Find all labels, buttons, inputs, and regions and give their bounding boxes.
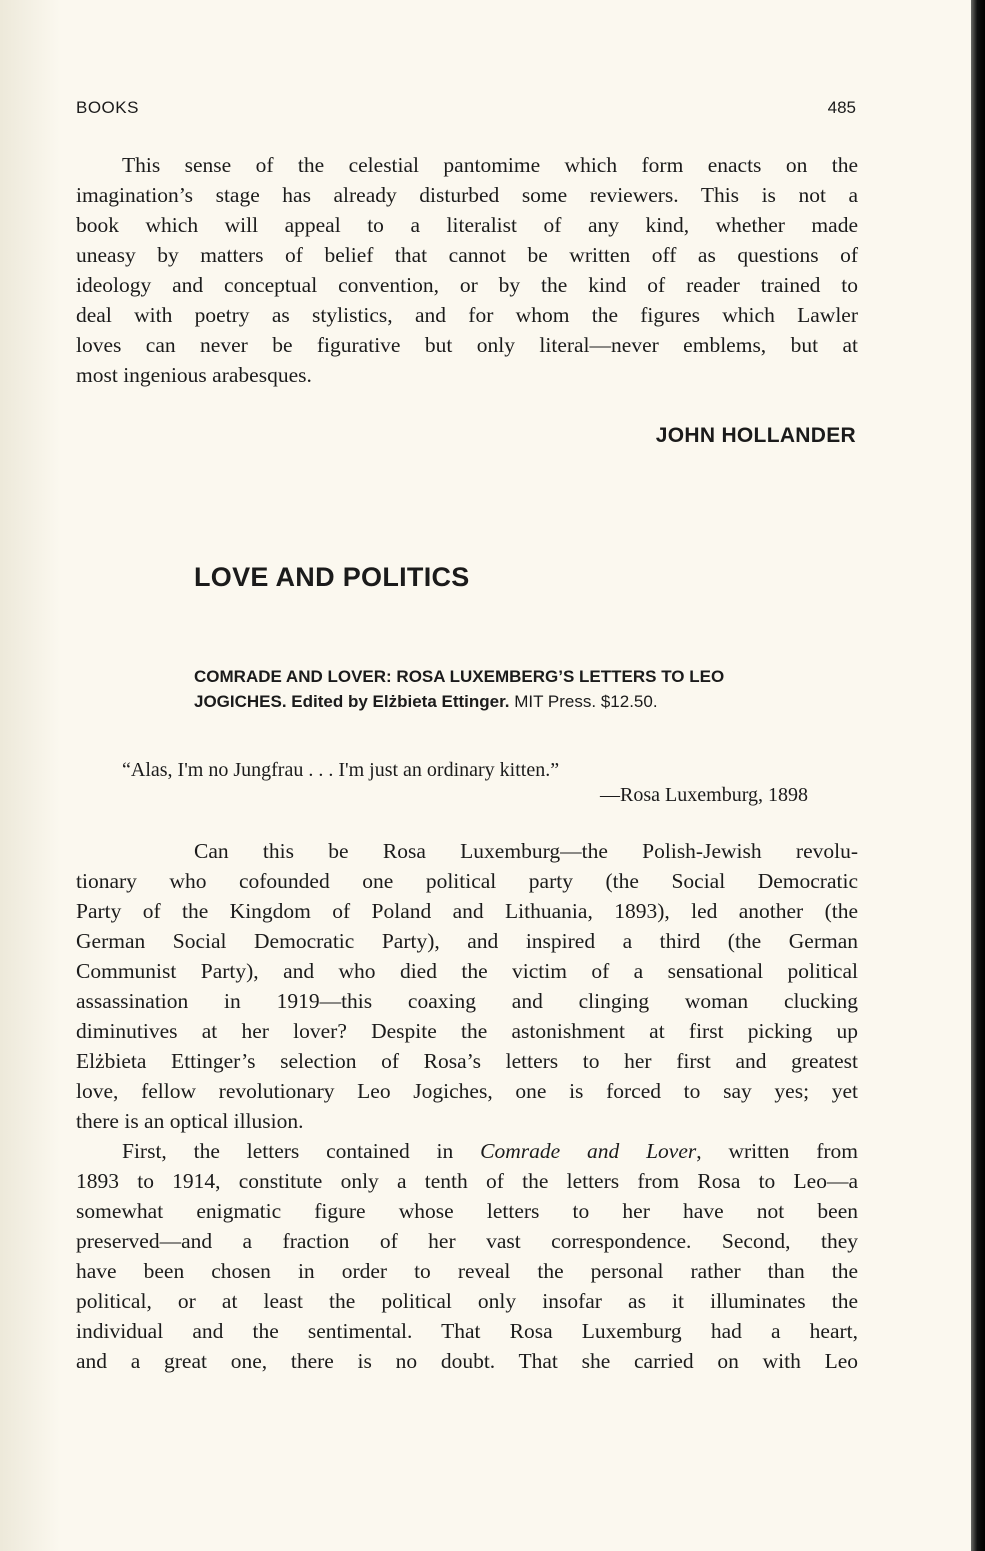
- text-line: have been chosen in order to reveal the personal rather than the: [76, 1259, 858, 1283]
- text-line: tionary who cofounded one political party (the Social Democratic: [76, 869, 858, 893]
- text-line: somewhat enigmatic figure whose letters to her have not been: [76, 1199, 858, 1223]
- text-line: preserved—and a fraction of her vast correspondence. Second, they: [76, 1229, 858, 1253]
- citation-publisher-price: MIT Press. $12.50.: [509, 692, 658, 711]
- citation-line: [194, 664, 858, 689]
- text-run: First, the letters contained in: [122, 1139, 481, 1163]
- section-label: BOOKS: [76, 98, 139, 117]
- review-title: LOVE AND POLITICS: [194, 562, 470, 592]
- text-line: 1893 to 1914, constitute only a tenth of the letters from Rosa to Leo—a: [76, 1169, 858, 1193]
- text-line: Can this be Rosa Luxemburg—the Polish-Jewish revolu-: [194, 839, 858, 863]
- text-line: and a great one, there is no doubt. That she carried on with Leo: [76, 1349, 858, 1373]
- text-line: Elżbieta Ettinger’s selection of Rosa’s letters to her first and greatest: [76, 1049, 858, 1073]
- citation-title-part: JOGICHES. Edited by Elżbieta Ettinger.: [194, 692, 510, 711]
- text-line: assassination in 1919—this coaxing and clinging woman clucking: [76, 989, 858, 1013]
- text-line: This sense of the celestial pantomime which form enacts on the: [122, 153, 858, 177]
- text-line: German Social Democratic Party), and inspired a third (the German: [76, 929, 858, 953]
- text-line: deal with poetry as stylistics, and for whom the figures which Lawler: [76, 303, 858, 327]
- text-line: ideology and conceptual convention, or by the kind of reader trained to: [76, 273, 858, 297]
- text-line: uneasy by matters of belief that cannot be written off as questions of: [76, 243, 858, 267]
- page-number: 485: [827, 98, 856, 117]
- text-line: political, or at least the political only insofar as it illuminates the: [76, 1289, 858, 1313]
- book-citation: [194, 664, 858, 714]
- text-line: there is an optical illusion.: [76, 1109, 304, 1133]
- book-title-italic: Comrade and Lover: [480, 1139, 697, 1163]
- page-edge: [971, 0, 985, 1551]
- text-line: diminutives at her lover? Despite the astonishment at first picking up: [76, 1019, 858, 1043]
- running-head: [76, 98, 856, 120]
- review-paragraph: [76, 1136, 858, 1376]
- text-line: love, fellow revolutionary Leo Jogiches, one is forced to say yes; yet: [76, 1079, 858, 1103]
- text-line: Communist Party), and who died the victim of a sensational political: [76, 959, 858, 983]
- epigraph-attribution: —Rosa Luxemburg, 1898: [600, 784, 808, 806]
- text-line: loves can never be figurative but only literal—never emblems, but at: [76, 333, 858, 357]
- page-gutter-shading: [0, 0, 60, 1551]
- previous-review-closing-paragraph: [76, 150, 858, 390]
- reviewer-signature: JOHN HOLLANDER: [655, 424, 856, 447]
- citation-line: [194, 689, 858, 714]
- text-line: [76, 1136, 858, 1166]
- text-line: individual and the sentimental. That Rosa Luxemburg had a heart,: [76, 1319, 858, 1343]
- text-line: imagination’s stage has already disturbed some reviewers. This is not a: [76, 183, 858, 207]
- text-run: , written from: [696, 1139, 859, 1163]
- text-line: most ingenious arabesques.: [76, 363, 312, 387]
- text-line: book which will appeal to a literalist of any kind, whether made: [76, 213, 858, 237]
- review-paragraph: [76, 836, 858, 1136]
- text-line: Party of the Kingdom of Poland and Lithuania, 1893), led another (the: [76, 899, 858, 923]
- epigraph-quote: “Alas, I'm no Jungfrau . . . I'm just an ordinary kitten.”: [122, 759, 560, 781]
- epigraph: [122, 758, 808, 808]
- citation-title-part: COMRADE AND LOVER: ROSA LUXEMBERG’S LETTERS TO LEO: [194, 667, 725, 686]
